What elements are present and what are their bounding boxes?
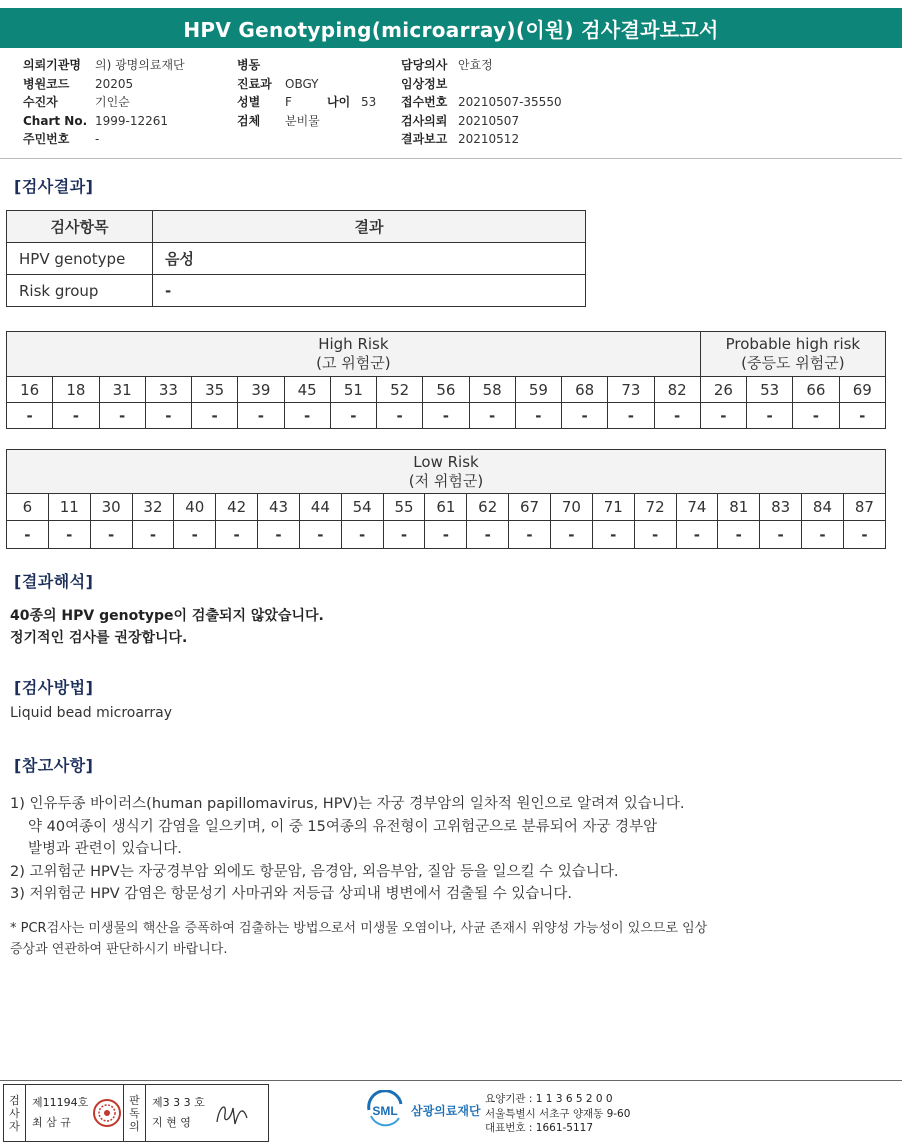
signature-box (3, 1084, 269, 1142)
hpv-type-13: 73 (608, 377, 654, 403)
table-row (7, 243, 586, 275)
section-title-interpretation: [결과해석] (14, 572, 94, 591)
hpv-type-20: 87 (843, 494, 885, 521)
hpv-type-9: 55 (383, 494, 425, 521)
note-2: 2) 고위험군 HPV는 자궁경부암 외에도 항문암, 음경암, 외음부암, 질암 등을 일으킬 수 있습니다. (10, 863, 619, 880)
hpv-type-15: 26 (700, 377, 746, 403)
hpv-type-8: 52 (377, 377, 423, 403)
interpretation-line-2: 정기적인 검사를 권장합니다. (10, 630, 188, 646)
hpv-result-13: - (608, 403, 654, 429)
label-patient-name: 수진자 (23, 95, 58, 109)
label-chart-no: Chart No. (23, 113, 88, 128)
value-patient-name: 기인순 (95, 95, 130, 109)
hpv-type-15: 72 (634, 494, 676, 521)
hpv-type-12: 67 (509, 494, 551, 521)
hpv-result-18: - (839, 403, 886, 429)
result-header-item: 검사항목 (7, 211, 153, 243)
hpv-result-3: - (145, 403, 191, 429)
hpv-type-11: 59 (515, 377, 561, 403)
hpv-result-0: - (7, 403, 53, 429)
sml-logo (365, 1090, 481, 1130)
sml-logo-text: 삼광의료재단 (411, 1103, 481, 1118)
probable-high-risk-title: Probable high risk (725, 335, 861, 353)
label-accession-no: 접수번호 (401, 95, 448, 109)
hpv-result-6: - (284, 403, 330, 429)
table-row (7, 275, 586, 307)
value-request-date: 20210507 (458, 113, 520, 128)
hpv-type-3: 33 (145, 377, 191, 403)
section-title-method: [검사방법] (14, 678, 94, 697)
vertical-label-char: 사 (9, 1106, 20, 1120)
patient-info-col2 (237, 56, 376, 130)
method-text: Liquid bead microarray (10, 705, 173, 721)
note-3: 3) 저위험군 HPV 감염은 항문성기 사마귀와 저등급 상피내 병변에서 검출될 수 있습니다. (10, 886, 572, 902)
hpv-type-16: 74 (676, 494, 718, 521)
footnote-line-2: 증상과 연관하여 판단하시기 바랍니다. (10, 942, 228, 957)
result-value-risk-group: - (153, 275, 586, 307)
label-specimen: 검체 (237, 113, 261, 128)
low-risk-type-row (7, 494, 886, 521)
hpv-result-11: - (467, 521, 509, 549)
high-risk-header (7, 332, 701, 377)
low-risk-table (6, 449, 886, 549)
label-ward: 병동 (237, 58, 261, 72)
pcr-footnote (10, 918, 707, 960)
hpv-result-15: - (700, 403, 746, 429)
label-resident-no: 주민번호 (23, 132, 70, 146)
value-report-date: 20210512 (458, 132, 520, 146)
label-institution: 의뢰기관명 (23, 58, 81, 72)
hpv-result-9: - (423, 403, 469, 429)
probable-high-risk-header (700, 332, 885, 377)
hpv-result-10: - (469, 403, 515, 429)
reviewer-signature-icon (208, 1085, 256, 1141)
hpv-result-0: - (7, 521, 49, 549)
hpv-result-19: - (802, 521, 844, 549)
high-risk-title: High Risk (318, 335, 389, 353)
value-age: 53 (361, 95, 377, 109)
hpv-result-2: - (90, 521, 132, 549)
examiner-license: 제11194호 (32, 1096, 89, 1109)
value-chart-no: 1999-12261 (95, 113, 169, 128)
hpv-type-1: 11 (48, 494, 90, 521)
hpv-type-9: 56 (423, 377, 469, 403)
hpv-result-8: - (377, 403, 423, 429)
report-footer (0, 1080, 902, 1148)
value-institution: 의) 광명의료재단 (95, 58, 185, 72)
examiner-name: 최 삼 규 (32, 1116, 71, 1129)
hpv-type-0: 6 (7, 494, 49, 521)
hpv-type-14: 82 (654, 377, 700, 403)
footer-divider (0, 1080, 902, 1081)
hpv-type-6: 45 (284, 377, 330, 403)
label-request-date: 검사의뢰 (401, 113, 448, 128)
vertical-label-char: 독 (129, 1106, 140, 1120)
interpretation-text (10, 605, 324, 649)
result-value-genotype: 음성 (153, 243, 586, 275)
reviewer-label (124, 1085, 146, 1141)
value-specimen: 분비물 (285, 113, 320, 128)
value-hospital-code: 20205 (95, 76, 134, 91)
section-title-notes: [참고사항] (14, 756, 94, 775)
hpv-type-4: 40 (174, 494, 216, 521)
low-risk-title: Low Risk (413, 452, 479, 471)
hpv-type-13: 70 (550, 494, 592, 521)
hpv-result-12: - (562, 403, 608, 429)
hpv-type-7: 51 (330, 377, 376, 403)
hpv-type-4: 35 (192, 377, 238, 403)
hpv-result-7: - (299, 521, 341, 549)
reviewer-name: 지 현 영 (152, 1116, 191, 1129)
corp-phone: 대표번호 : 1661-5117 (485, 1122, 594, 1134)
value-sex: F (285, 95, 292, 109)
label-department: 진료과 (237, 76, 272, 91)
hpv-result-2: - (99, 403, 145, 429)
result-table (6, 210, 586, 307)
hpv-type-18: 83 (760, 494, 802, 521)
hpv-result-14: - (592, 521, 634, 549)
vertical-label-char: 판 (129, 1093, 140, 1107)
hpv-result-1: - (53, 403, 99, 429)
hpv-result-12: - (509, 521, 551, 549)
hpv-type-7: 44 (299, 494, 341, 521)
reviewer-info (146, 1085, 208, 1141)
hpv-result-15: - (634, 521, 676, 549)
hpv-type-17: 66 (793, 377, 839, 403)
hpv-result-6: - (258, 521, 300, 549)
hpv-type-16: 53 (747, 377, 793, 403)
hpv-result-16: - (747, 403, 793, 429)
hpv-type-12: 68 (562, 377, 608, 403)
corp-address: 서울특별시 서초구 양재동 9-60 (485, 1107, 631, 1120)
hpv-result-11: - (515, 403, 561, 429)
section-title-result: [검사결과] (14, 177, 94, 196)
low-risk-result-row (7, 521, 886, 549)
vertical-label-char: 의 (129, 1119, 140, 1133)
note-1: 1) 인유두종 바이러스(human papillomavirus, HPV)는 자궁 경부암의 일차적 원인으로 알려져 있습니다. (10, 796, 685, 812)
hpv-result-16: - (676, 521, 718, 549)
examiner-info (26, 1085, 90, 1141)
hpv-type-0: 16 (7, 377, 53, 403)
label-clinical-info: 임상정보 (401, 76, 448, 91)
hpv-type-8: 54 (341, 494, 383, 521)
hpv-type-19: 84 (802, 494, 844, 521)
high-risk-type-row (7, 377, 886, 403)
high-risk-table (6, 331, 886, 429)
examiner-seal-icon (90, 1085, 124, 1141)
hpv-result-1: - (48, 521, 90, 549)
vertical-label-char: 검 (9, 1093, 20, 1107)
value-resident-no: - (95, 132, 100, 146)
result-item-risk-group: Risk group (7, 275, 153, 307)
vertical-label-char: 자 (9, 1119, 20, 1133)
label-doctor: 담당의사 (401, 58, 448, 72)
hpv-result-5: - (216, 521, 258, 549)
note-1-continued-2: 발병과 관련이 있습니다. (28, 841, 182, 857)
label-age: 나이 (327, 95, 351, 109)
hpv-type-17: 81 (718, 494, 760, 521)
hpv-result-18: - (760, 521, 802, 549)
note-1-continued: 약 40여종이 생식기 감염을 일으키며, 이 중 15여종의 유전형이 고위험군으로 분류되어 자궁 경부암 (28, 818, 658, 835)
reviewer-license: 제3 3 3 호 (152, 1096, 205, 1109)
hpv-result-4: - (192, 403, 238, 429)
examiner-label (4, 1085, 26, 1141)
hpv-type-18: 69 (839, 377, 886, 403)
hpv-type-14: 71 (592, 494, 634, 521)
hpv-result-17: - (793, 403, 839, 429)
hpv-type-5: 42 (216, 494, 258, 521)
hpv-result-14: - (654, 403, 700, 429)
hpv-type-5: 39 (238, 377, 284, 403)
high-risk-subtitle: (고 위험군) (316, 354, 391, 372)
probable-high-risk-subtitle: (중등도 위험군) (741, 354, 845, 372)
hpv-type-2: 31 (99, 377, 145, 403)
hpv-type-3: 32 (132, 494, 174, 521)
hpv-type-2: 30 (90, 494, 132, 521)
hpv-result-3: - (132, 521, 174, 549)
value-department: OBGY (285, 76, 319, 91)
corp-code: 요양기관 : 1 1 3 6 5 2 0 0 (485, 1093, 613, 1105)
hpv-result-20: - (843, 521, 885, 549)
sml-logo-icon (365, 1090, 405, 1130)
low-risk-header (7, 450, 886, 494)
label-sex: 성별 (237, 95, 261, 109)
patient-info-col3 (401, 56, 562, 149)
low-risk-subtitle: (저 위험군) (408, 471, 484, 490)
hpv-type-1: 18 (53, 377, 99, 403)
header-divider (0, 158, 902, 159)
hpv-result-17: - (718, 521, 760, 549)
report-title: HPV Genotyping(microarray)(이원) 검사결과보고서 (0, 8, 902, 48)
notes-list (10, 793, 684, 906)
hpv-result-13: - (550, 521, 592, 549)
result-item-genotype: HPV genotype (7, 243, 153, 275)
footnote-line-1: * PCR검사는 미생물의 핵산을 증폭하여 검출하는 방법으로서 미생물 오염이나, 사균 존재시 위양성 가능성이 있으므로 임상 (10, 921, 708, 936)
label-report-date: 결과보고 (401, 132, 448, 146)
hpv-result-10: - (425, 521, 467, 549)
patient-info-col1 (23, 56, 185, 149)
corporate-info (485, 1092, 630, 1136)
hpv-result-4: - (174, 521, 216, 549)
hpv-type-10: 58 (469, 377, 515, 403)
interpretation-line-1: 40종의 HPV genotype이 검출되지 않았습니다. (10, 608, 324, 624)
value-accession-no: 20210507-35550 (458, 95, 562, 109)
hpv-type-11: 62 (467, 494, 509, 521)
result-header-result: 결과 (153, 211, 586, 243)
hpv-type-10: 61 (425, 494, 467, 521)
sml-logo-mark: SML (372, 1104, 398, 1118)
hpv-result-5: - (238, 403, 284, 429)
label-hospital-code: 병원코드 (23, 76, 70, 91)
hpv-result-9: - (383, 521, 425, 549)
value-doctor: 안효정 (458, 58, 493, 72)
hpv-type-6: 43 (258, 494, 300, 521)
hpv-result-8: - (341, 521, 383, 549)
hpv-result-7: - (330, 403, 376, 429)
high-risk-result-row (7, 403, 886, 429)
